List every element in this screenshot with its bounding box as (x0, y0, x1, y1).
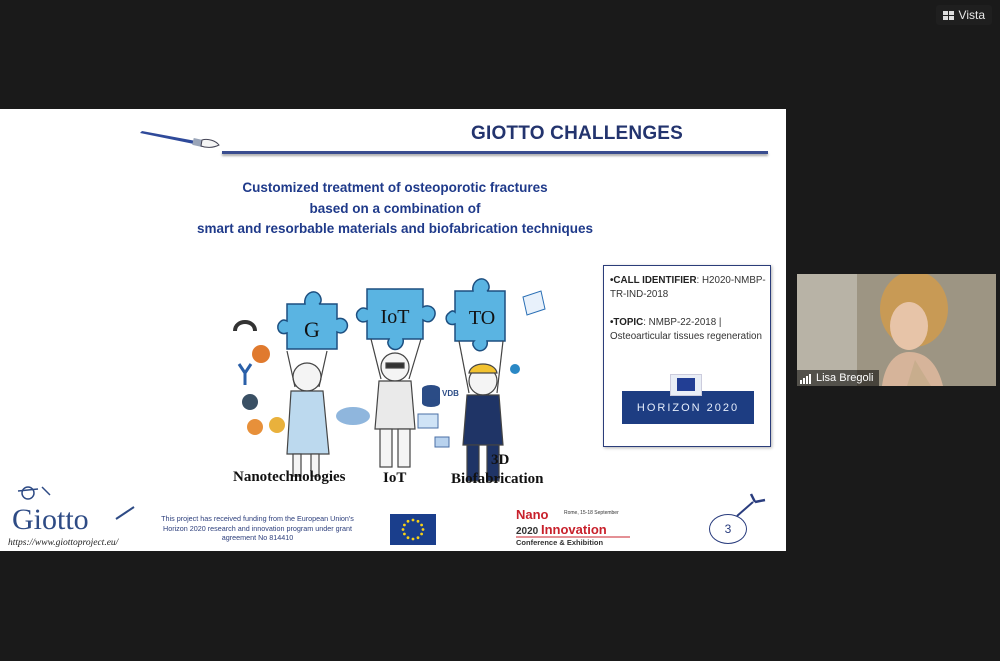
subtitle-line-1: Customized treatment of osteoporotic fractures (242, 180, 548, 195)
puzzle-piece-g-text: G (304, 317, 320, 342)
nano-sub-text: Conference & Exhibition (516, 538, 604, 547)
eu-flag-small-icon (670, 374, 702, 396)
giotto-logo-text: Giotto (12, 503, 89, 536)
cell-icon (247, 419, 263, 435)
eu-flag-small-inner (677, 378, 695, 391)
shared-slide (0, 109, 786, 551)
sphere-icon (242, 394, 258, 410)
puzzle-piece-g (278, 292, 348, 349)
eu-flag-icon (390, 514, 436, 545)
call-identifier-value: : H2020-NMBP-TR-IND-2018 (610, 275, 766, 300)
cloud-icon (336, 407, 370, 425)
slide-subtitle (150, 178, 640, 240)
label-3d: 3D (491, 452, 510, 468)
participant-name-tag (797, 370, 879, 386)
figure-middle (371, 339, 421, 467)
view-button[interactable] (936, 5, 992, 25)
database-icon (422, 385, 440, 407)
topic-value: : NMBP-22-2018 | Osteoarticular tissues regeneration (610, 317, 762, 342)
monitor-icon (418, 414, 438, 428)
cell-icon-2 (269, 417, 285, 433)
slide-title: GIOTTO CHALLENGES (471, 123, 684, 144)
nano-word-text: Innovation (541, 522, 607, 537)
participant-video-tile[interactable] (797, 274, 996, 386)
nano-dates-text: Rome, 15-18 September (564, 510, 619, 516)
vdb-label: VDB (442, 389, 459, 398)
funding-statement: This project has received funding from the European Union's Horizon 2020 research and innovation program under grant agreement No 814410 (161, 514, 354, 543)
magnet-icon (235, 322, 255, 331)
call-identifier-label: •CALL IDENTIFIER (610, 275, 697, 286)
participant-name: Lisa Bregoli (816, 372, 874, 384)
giotto-logo-brush (116, 507, 134, 519)
topic (610, 316, 766, 343)
title-underline (222, 151, 768, 154)
horizon-2020-logo (622, 374, 754, 424)
label-iot: IoT (383, 470, 407, 486)
puzzle-piece-iot-text: IoT (380, 306, 410, 328)
puzzle-piece-iot (357, 289, 436, 350)
nanoinnovation-logo (516, 507, 634, 547)
view-button-label: Vista (958, 8, 985, 22)
label-biofabrication: Biofabrication (451, 471, 544, 487)
slide-number: 3 (709, 514, 747, 544)
subtitle-line-3: smart and resorbable materials and biofabrication techniques (196, 221, 594, 236)
giotto-logo-figure (18, 487, 50, 499)
nanoparticle-icon (252, 345, 270, 363)
giotto-logo (6, 483, 142, 539)
signal-strength-icon (800, 372, 812, 384)
call-info-box (603, 265, 771, 447)
puzzle-piece-to-text: TO (468, 307, 496, 329)
topic-label: •TOPIC (610, 317, 644, 328)
3d-printer-icon (523, 291, 545, 315)
nano-top-text: Nano (516, 507, 549, 522)
figure-right (459, 341, 520, 481)
label-nanotechnologies: Nanotechnologies (233, 469, 346, 485)
antibody-icon (239, 364, 251, 385)
paintbrush-icon (138, 129, 222, 151)
puzzle-piece-to (446, 279, 505, 351)
grid-view-icon (943, 11, 954, 20)
pipette-icon (735, 492, 767, 518)
figure-left (287, 351, 329, 476)
call-identifier (610, 274, 766, 301)
subtitle-line-2: based on a combination of (309, 200, 481, 216)
horizon-text: HORIZON 2020 (636, 401, 740, 414)
project-url: https://www.giottoproject.eu/ (8, 538, 119, 548)
device-icon (435, 437, 449, 447)
nano-year-text: 2020 (516, 526, 539, 537)
